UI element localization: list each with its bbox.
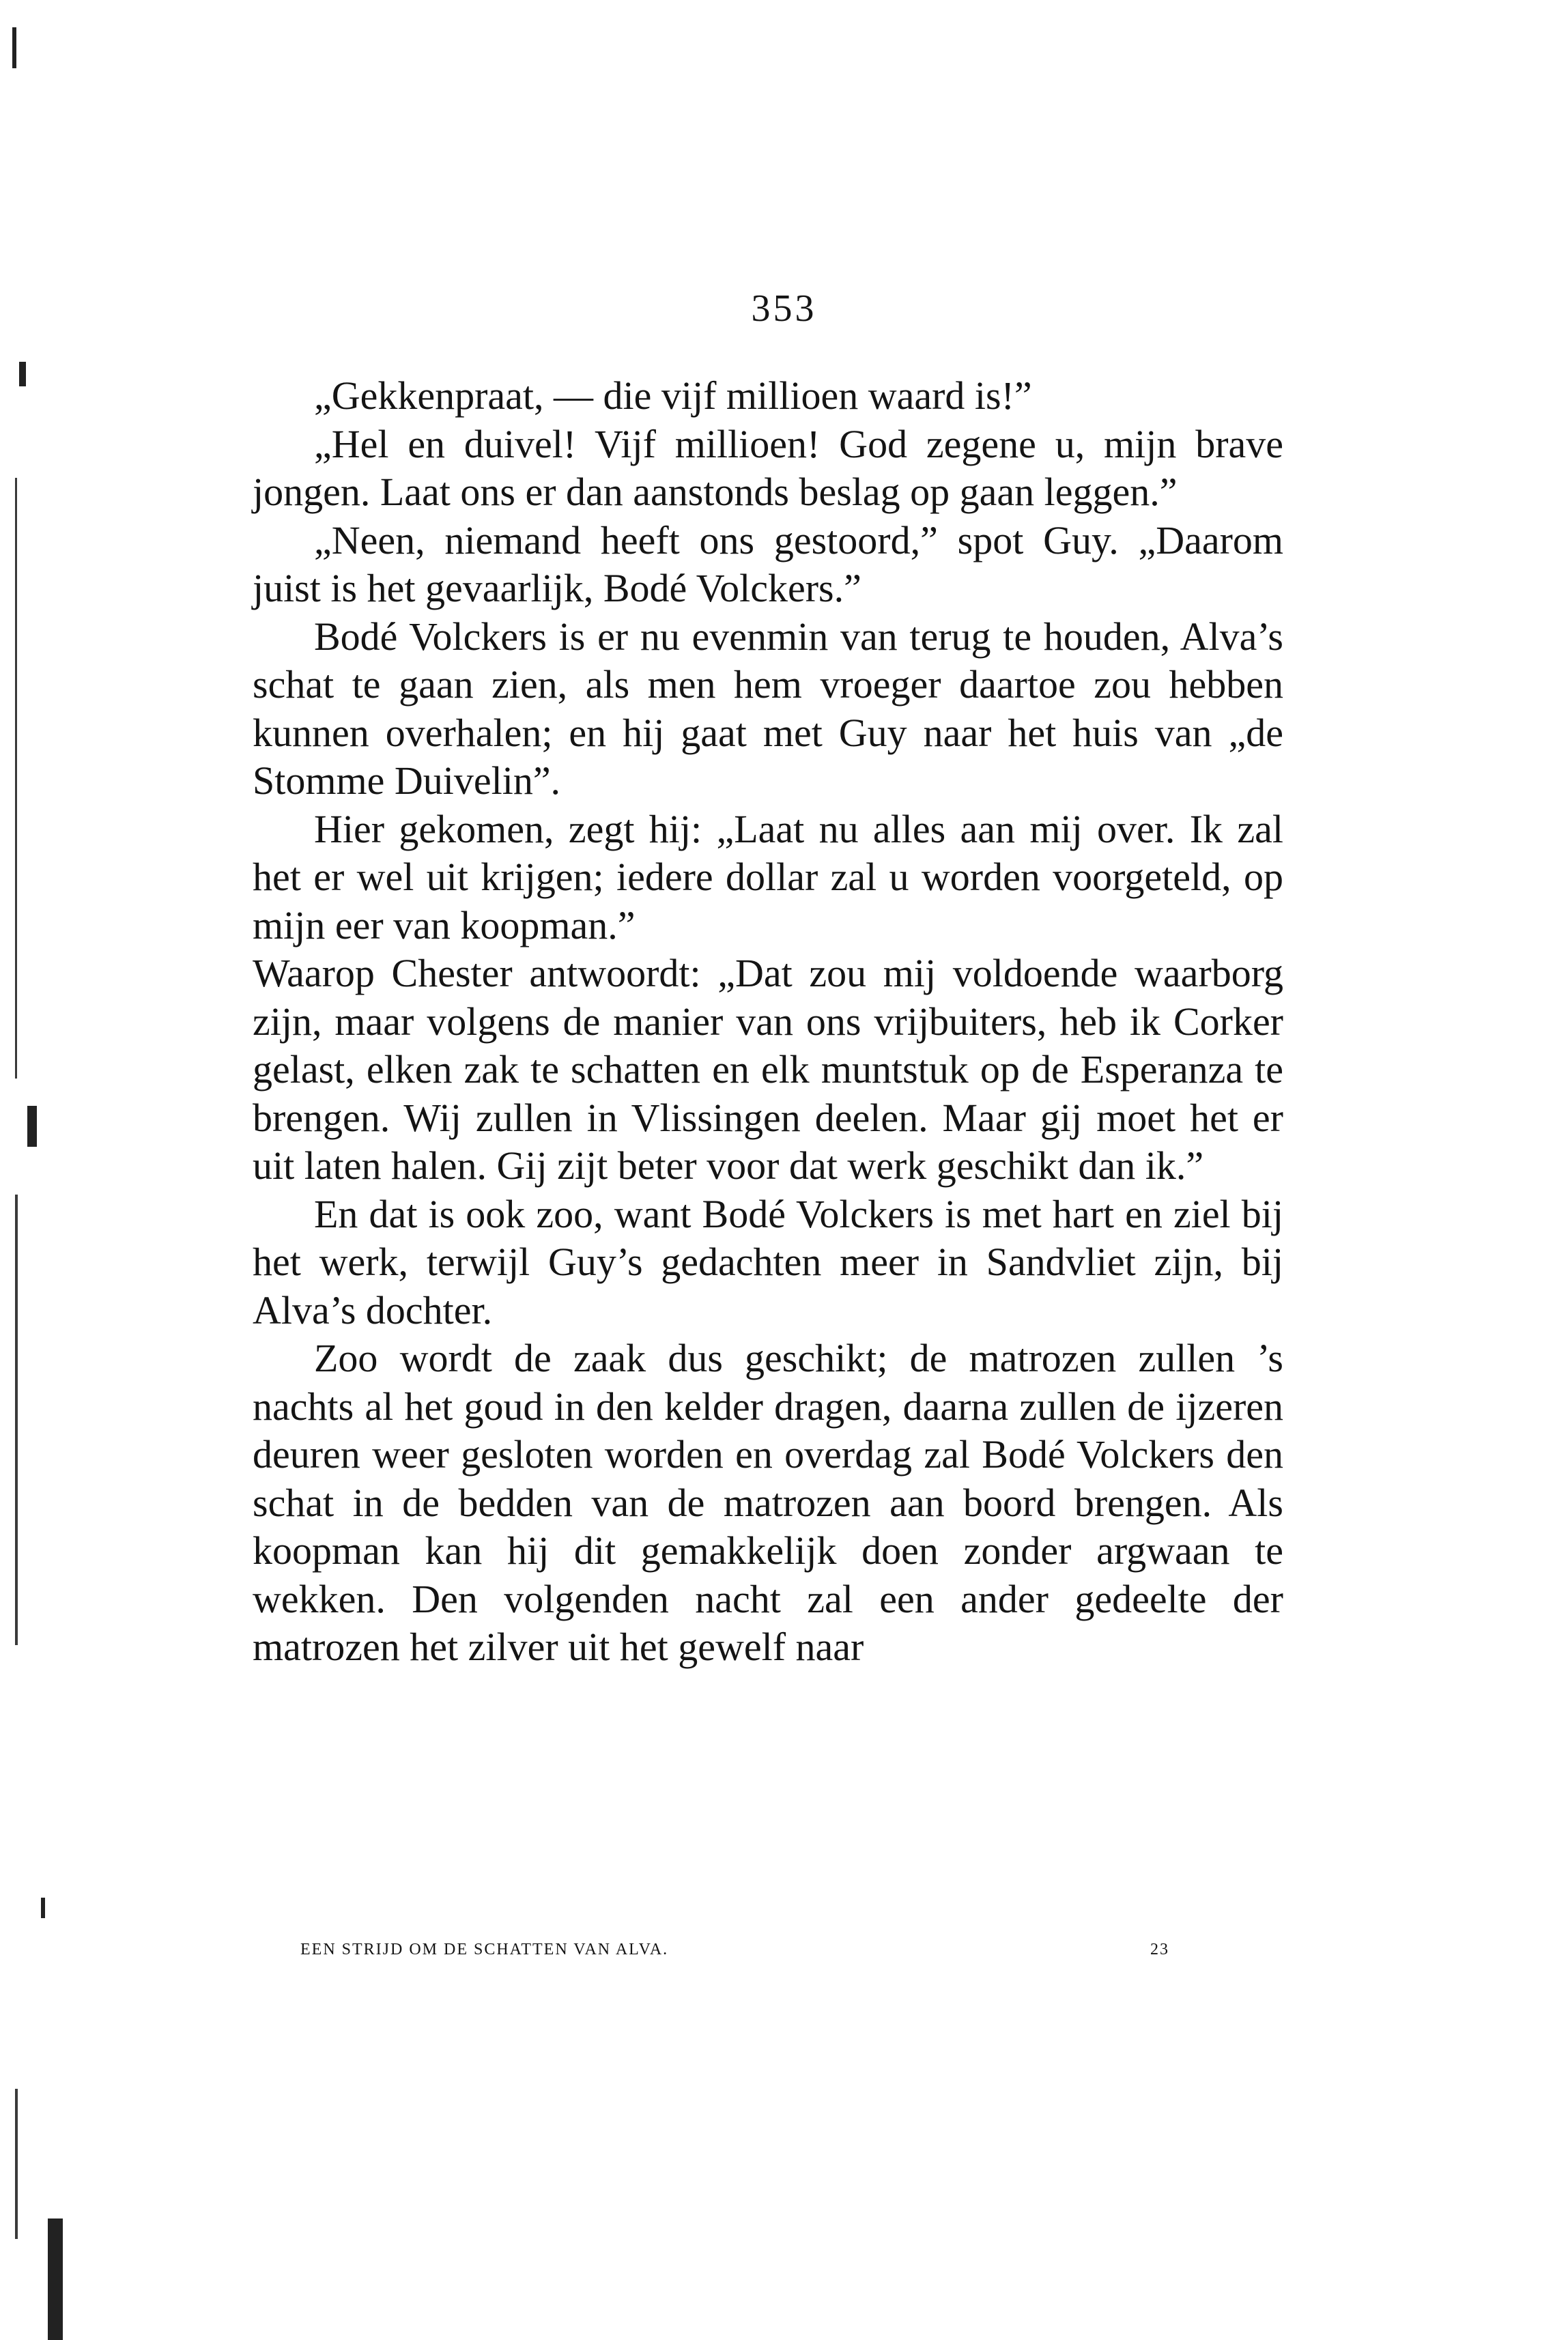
body-text <box>253 372 1283 1672</box>
scan-artifact-mark <box>19 362 26 386</box>
paragraph: „Neen, niemand heeft ons gestoord,” spot Guy. „Daarom juist is het gevaarlijk, Bodé Volckers.” <box>253 517 1283 610</box>
scan-artifact-mark <box>12 27 16 68</box>
scan-artifact-line <box>15 2089 18 2239</box>
scan-artifact-line <box>15 478 17 1079</box>
paragraph: Waarop Chester antwoordt: „Dat zou mij voldoende waarborg zijn, maar volgens de manier van ons vrijbuiters, heb ik Corker gelast, elken zak te schatten en elk muntstuk op de Esperanza te brengen. Wij zullen in Vlissingen deelen. Maar gij moet het er uit laten halen. Gij zijt beter voor dat werk geschikt dan ik.” <box>253 951 1283 1188</box>
paragraph: „Gekkenpraat, — die vijf millioen waard is!” <box>314 373 1032 418</box>
paragraph: „Hel en duivel! Vijf millioen! God zegene u, mijn brave jongen. Laat ons er dan aanstonds beslag op gaan leggen.” <box>253 421 1283 514</box>
paragraph: Zoo wordt de zaak dus geschikt; de matrozen zullen ’s nachts al het goud in den kelder dragen, daarna zullen de ijzeren deuren weer gesloten worden en overdag zal Bodé Volckers den schat in de bedden van de matrozen aan boord brengen. Als koopman kan hij dit gemakkelijk doen zonder argwaan te wekken. Den volgenden nacht zal een ander gedeelte der matrozen het zilver uit het gewelf naar <box>253 1336 1283 1669</box>
scan-artifact-mark <box>41 1898 45 1918</box>
page-number: 353 <box>751 287 817 330</box>
footer-book-title: EEN STRIJD OM DE SCHATTEN VAN ALVA. <box>300 1941 669 1958</box>
scan-artifact-mark <box>27 1106 37 1147</box>
scan-artifact-line <box>15 1195 18 1645</box>
paragraph: Bodé Volckers is er nu evenmin van terug te houden, Alva’s schat te gaan zien, als men hem vroeger daartoe zou hebben kunnen overhalen; en hij gaat met Guy naar het huis van „de Stomme Duivelin”. <box>253 614 1283 803</box>
footer-signature-mark: 23 <box>1150 1941 1169 1958</box>
paragraph: En dat is ook zoo, want Bodé Volckers is met hart en ziel bij het werk, terwijl Guy’s gedachten meer in Sandvliet zijn, bij Alva’s dochter. <box>253 1191 1283 1332</box>
scan-artifact-mark <box>48 2218 63 2340</box>
paragraph: Hier gekomen, zegt hij: „Laat nu alles aan mij over. Ik zal het er wel uit krijgen; iedere dollar zal u worden voorgeteld, op mijn eer van koopman.” <box>253 806 1283 947</box>
